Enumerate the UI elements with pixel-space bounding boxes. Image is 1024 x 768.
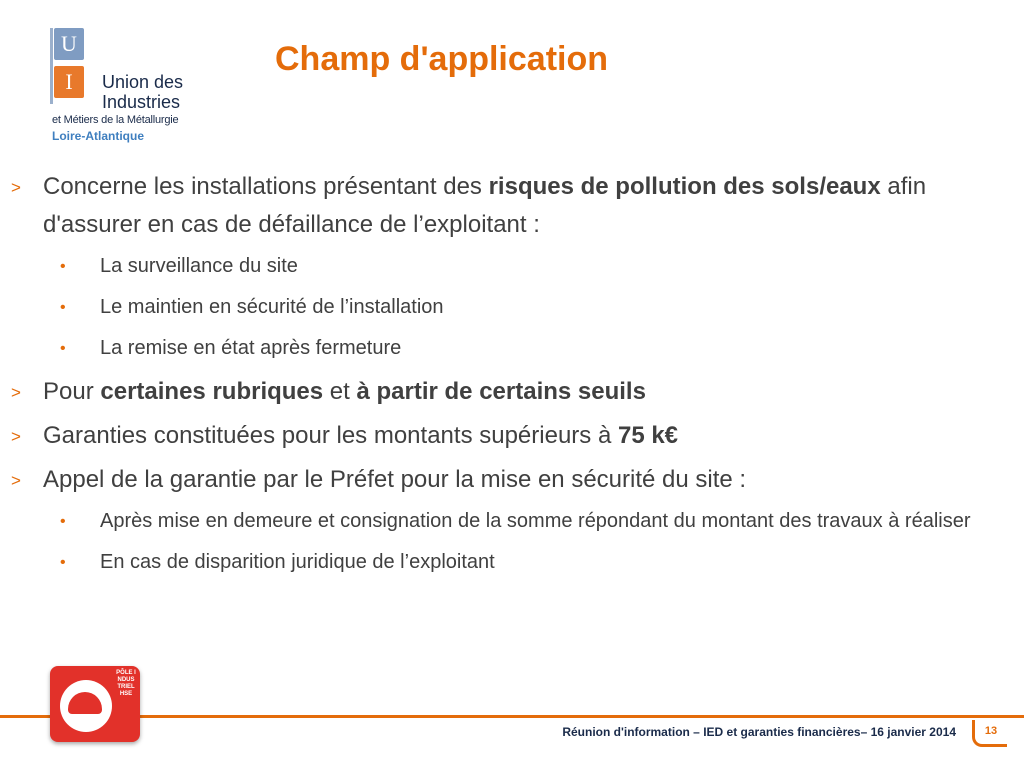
sub-bullet-text: Après mise en demeure et consignation de la somme répondant du montant des travaux à réaliser — [100, 510, 971, 532]
bullet-garanties — [0, 417, 1024, 455]
sub-bullet-text: La surveillance du site — [100, 255, 298, 277]
badge-label: PÔLE INDUSTRIEL HSE — [116, 670, 136, 697]
bullet-marker: > — [11, 178, 21, 197]
bullet-emphasis: 75 k€ — [617, 422, 679, 449]
slide-body — [0, 168, 1024, 587]
bullet-rubriques — [0, 373, 1024, 411]
sub-bullet-text: La remise en état après fermeture — [100, 337, 402, 359]
sub-bullet-text: Le maintien en sécurité de l’installation — [100, 296, 444, 318]
sub-bullet-marker: • — [60, 513, 66, 530]
uimm-logo — [50, 28, 210, 148]
sub-bullet — [0, 291, 1024, 324]
bullet-text: Garanties constituées pour les montants supérieurs à — [43, 422, 618, 449]
bullet-emphasis: à partir de certains seuils — [356, 378, 646, 405]
sub-bullet-marker: • — [60, 340, 66, 357]
bullet-text: Concerne les installations présentant des — [43, 173, 489, 200]
bullet-scope — [0, 168, 1024, 244]
bullet-marker: > — [11, 383, 21, 402]
bullet-text: afin d'assurer en cas de défaillance de l’exploitant : — [43, 173, 927, 238]
logo-text-line2: Industries — [102, 92, 181, 112]
logo-text-line1: Union des — [102, 72, 184, 92]
logo-letter-i: I — [54, 66, 84, 98]
slide-title: Champ d'application — [275, 40, 608, 78]
sub-bullet-marker: • — [60, 554, 66, 571]
bullet-text: Appel de la garantie par le Préfet pour la mise en sécurité du site : — [43, 466, 747, 493]
logo-text-line3: et Métiers de la Métallurgie — [52, 114, 179, 126]
sub-bullet — [0, 505, 1024, 538]
bullet-appel — [0, 461, 1024, 499]
bullet-emphasis: certaines rubriques — [100, 378, 324, 405]
bullet-text: Pour — [43, 378, 101, 405]
pole-industriel-badge — [50, 666, 140, 742]
page-number: 13 — [972, 720, 1007, 747]
footer-divider — [0, 715, 1024, 718]
footer-caption: Réunion d'information – IED et garanties financières– 16 janvier 2014 — [562, 725, 956, 739]
bullet-marker: > — [11, 427, 21, 446]
sub-bullet — [0, 546, 1024, 579]
sub-bullet — [0, 250, 1024, 283]
sub-bullet-marker: • — [60, 299, 66, 316]
logo-letter-u: U — [54, 28, 84, 60]
sub-bullet-marker: • — [60, 258, 66, 275]
sub-bullet-text: En cas de disparition juridique de l’exploitant — [100, 551, 495, 573]
bullet-marker: > — [11, 471, 21, 490]
bullet-emphasis: risques de pollution des sols/eaux — [488, 173, 881, 200]
logo-text-region: Loire-Atlantique — [52, 129, 144, 143]
sub-bullet — [0, 332, 1024, 365]
logo-bar — [50, 28, 53, 104]
bullet-text: et — [323, 378, 357, 405]
